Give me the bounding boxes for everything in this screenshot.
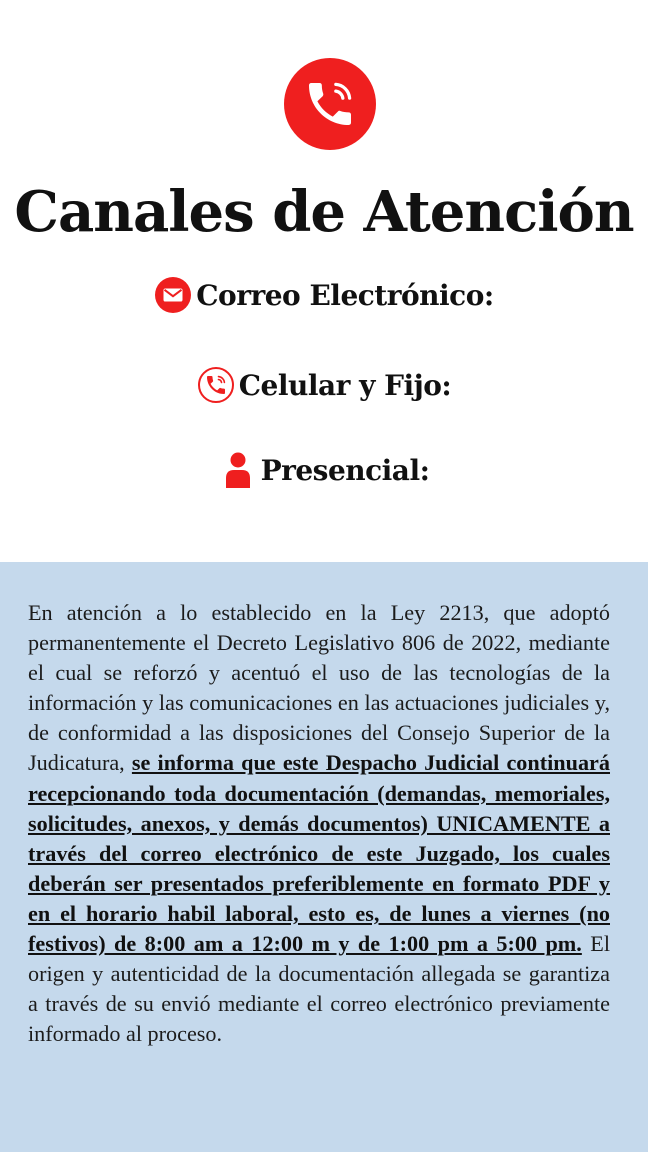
channel-phone-label: Celular y Fijo: [238,368,452,402]
notice-text [28,598,610,1049]
header-section [0,0,648,562]
notice-intro: En atención a lo establecido en la Ley 2213, que adoptó permanentemente el Decreto Legislativo 806 de 2022, mediante el cual se reforzó y acentuó el uso de las tecnologías de la información y las comunicaciones en las actuaciones judiciales y, de conformidad a las disposiciones del Consejo Superior de la Judicatura, [28,600,610,776]
channel-email [0,276,648,314]
page-title: Canales de Atención [14,179,634,245]
channel-in-person [0,451,648,489]
notice-panel [0,562,648,1152]
person-icon [219,451,257,489]
channel-email-label: Correo Electrónico: [196,278,494,312]
envelope-icon [154,276,192,314]
phone-ringing-icon [284,58,376,150]
notice-emphasis: se informa que este Despacho Judicial continuará recepcionando toda documentación (demandas, memoriales, solicitudes, anexos, y demás documentos) UNICAMENTE a través del correo electrónico de este Juzgado, los cuales deberán ser presentados preferiblemente en formato PDF y en el horario habil laboral, esto es, de lunes a viernes (no festivos) de 8:00 am a 12:00 m y de 1:00 pm a 5:00 pm. [28,750,610,957]
channel-phone [0,366,648,404]
phone-ringing-icon [197,366,235,404]
notice-closing: El origen y autenticidad de la documentación allegada se garantiza a través de su envió mediante el correo electrónico previamente informado al proceso. [28,931,610,1047]
channel-in-person-label: Presencial: [260,453,430,487]
